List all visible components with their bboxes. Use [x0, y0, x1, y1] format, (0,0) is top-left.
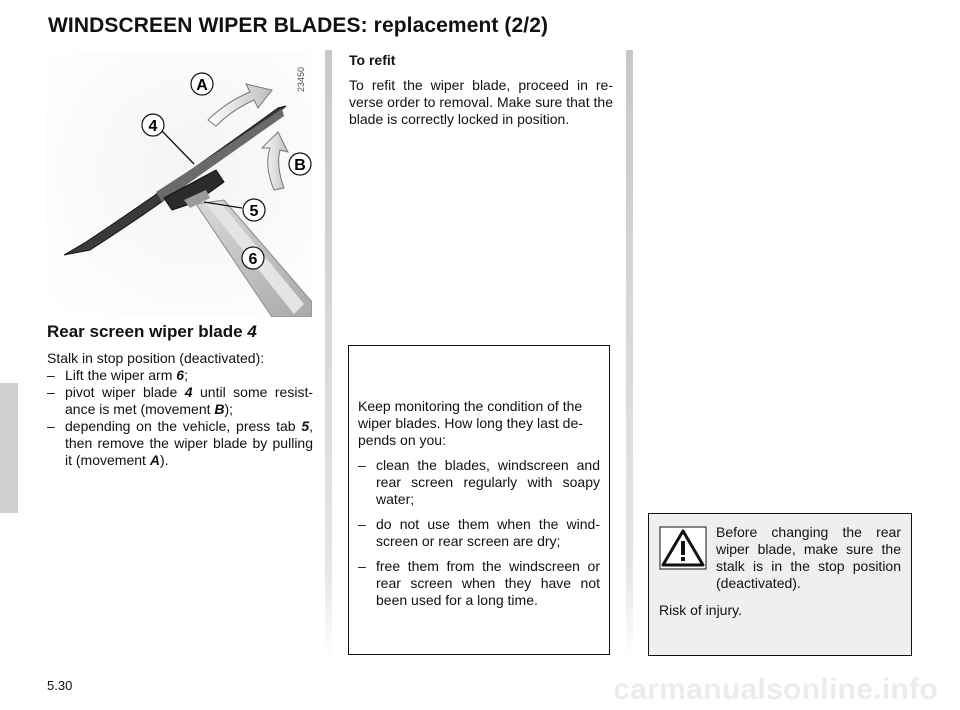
callout-5-label: 5	[249, 203, 259, 220]
wiper-figure	[46, 52, 312, 317]
section-heading-number: 4	[247, 322, 257, 341]
step-ref: 5	[301, 418, 310, 434]
warning-box	[648, 513, 912, 656]
step-text: until some resist-ance is met (movement	[65, 384, 314, 417]
refit-heading: To refit	[349, 52, 396, 68]
removal-step	[47, 418, 313, 469]
wiper-illustration	[46, 52, 312, 317]
callout-6-label: 6	[248, 251, 258, 268]
warning-note: Risk of injury.	[659, 602, 742, 618]
page-title: WINDSCREEN WIPER BLADES: replacement (2/2)	[48, 14, 549, 37]
step-ref: 4	[184, 384, 193, 400]
section-heading-text: Rear screen wiper blade	[47, 322, 248, 341]
removal-instructions	[47, 350, 313, 469]
callout-b-label: B	[294, 157, 306, 174]
note-item: – clean the blades, windscreen and rear screen regularly with soapy water;	[358, 457, 600, 508]
step-text: );	[224, 401, 234, 417]
maintenance-note-box	[348, 345, 610, 655]
removal-intro: Stalk in stop position (deactivated):	[47, 350, 265, 366]
step-text: Lift the wiper arm	[65, 367, 177, 383]
step-text: ;	[184, 367, 188, 383]
callout-a-label: A	[196, 77, 208, 94]
callout-4-label: 4	[148, 118, 158, 135]
note-item: – do not use them when the wind-screen or rear screen are dry;	[358, 516, 600, 550]
removal-step	[47, 384, 313, 418]
figure-ref-code: 23450	[296, 66, 306, 92]
note-item: – free them from the windscreen or rear screen when they have not been used for a long time.	[358, 558, 600, 609]
step-text: pivot wiper blade	[65, 384, 185, 400]
column-divider	[626, 50, 633, 660]
column-divider	[325, 50, 332, 660]
note-list	[358, 457, 600, 609]
removal-step	[47, 367, 313, 384]
refit-text: To refit the wiper blade, proceed in re-verse order to removal. Make sure that the blade is correctly locked in position.	[349, 77, 613, 127]
step-ref: 6	[176, 367, 185, 383]
warning-triangle-icon	[659, 526, 707, 570]
step-text: ).	[159, 452, 169, 468]
step-ref: A	[149, 452, 160, 468]
watermark: carmanualsonline.info	[613, 673, 938, 706]
chapter-tab	[0, 383, 18, 513]
step-text: depending on the vehicle, press tab	[65, 418, 302, 434]
note-intro: Keep monitoring the condition of the wiper blades. How long they last de-pends on you:	[358, 398, 583, 448]
step-text: , then remove the wiper blade by pulling it (movement	[65, 418, 313, 468]
removal-steps	[47, 367, 313, 469]
refit-section	[349, 52, 613, 128]
page-number: 5.30	[47, 678, 73, 693]
step-ref: B	[214, 401, 225, 417]
warning-text: Before changing the rear wiper blade, make sure the stalk is in the stop position (deactivated).	[716, 524, 901, 591]
section-heading	[47, 322, 257, 342]
